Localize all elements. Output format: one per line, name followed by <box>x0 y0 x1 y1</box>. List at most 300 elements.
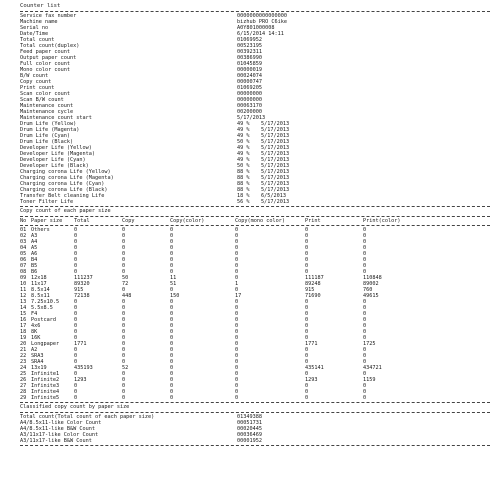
life-date: 5/17/2013 <box>261 181 290 187</box>
row-print: 111187 <box>305 275 324 281</box>
counter-value: 00392311 <box>237 49 262 55</box>
row-print: 0 <box>305 251 309 257</box>
counter-label: Date/Time <box>20 31 49 37</box>
row-copy-mono: 0 <box>235 269 239 275</box>
row-copy-mono: 0 <box>235 377 239 383</box>
row-paper-size: Infinite2 <box>31 377 60 383</box>
row-total: 0 <box>74 347 78 353</box>
row-total: 111237 <box>74 275 93 281</box>
row-no: 17 <box>20 323 27 329</box>
row-copy-mono: 0 <box>235 275 239 281</box>
life-percent: 88 % <box>237 181 250 187</box>
counter-value: 00200000 <box>237 109 262 115</box>
row-copy-mono: 0 <box>235 317 239 323</box>
row-print-color: 0 <box>363 371 367 377</box>
row-copy-color: 0 <box>170 323 174 329</box>
row-copy-color: 0 <box>170 389 174 395</box>
col-copy: Copy <box>122 218 135 224</box>
life-row <box>20 199 490 205</box>
row-total: 915 <box>74 287 84 293</box>
life-date: 5/17/2013 <box>261 139 290 145</box>
life-date: 5/17/2013 <box>261 145 290 151</box>
col-no: No <box>20 218 27 224</box>
row-print-color: 0 <box>363 299 367 305</box>
life-percent: 56 % <box>237 199 250 205</box>
row-paper-size: Postcard <box>31 317 56 323</box>
life-date: 6/5/2013 <box>261 193 286 199</box>
life-label: Drum Life (Cyan) <box>20 133 70 139</box>
row-print: 0 <box>305 371 309 377</box>
row-print: 71690 <box>305 293 321 299</box>
row-copy-mono: 0 <box>235 263 239 269</box>
paper-table-header <box>20 218 490 224</box>
life-date: 5/17/2013 <box>261 133 290 139</box>
row-print: 89248 <box>305 281 321 287</box>
row-paper-size: F4 <box>31 311 38 317</box>
counter-value: 00000000 <box>237 97 262 103</box>
row-print: 435141 <box>305 365 324 371</box>
row-total: 1771 <box>74 341 87 347</box>
classified-value: 00036469 <box>237 432 262 438</box>
counter-label: Copy count <box>20 79 52 85</box>
row-no: 02 <box>20 233 27 239</box>
row-copy-mono: 0 <box>235 371 239 377</box>
row-print: 0 <box>305 269 309 275</box>
row-copy-mono: 0 <box>235 359 239 365</box>
row-no: 08 <box>20 269 27 275</box>
row-copy-mono: 0 <box>235 335 239 341</box>
row-copy: 0 <box>122 233 126 239</box>
life-percent: 49 % <box>237 145 250 151</box>
counter-value: 0000000000000000 <box>237 13 287 19</box>
counter-value: 5/17/2013 <box>237 115 266 121</box>
row-total: 0 <box>74 299 78 305</box>
row-copy: 0 <box>122 389 126 395</box>
row-print-color: 0 <box>363 383 367 389</box>
row-copy: 0 <box>122 383 126 389</box>
page-title: Counter list <box>20 3 61 9</box>
row-copy: 0 <box>122 263 126 269</box>
row-no: 12 <box>20 293 27 299</box>
divider <box>20 206 490 207</box>
life-label: Developer Life (Yellow) <box>20 145 92 151</box>
row-no: 15 <box>20 311 27 317</box>
counter-value: 01045859 <box>237 61 262 67</box>
counter-label: Maintenance count start <box>20 115 92 121</box>
col-print-color: Print(color) <box>363 218 401 224</box>
row-total: 0 <box>74 395 78 401</box>
divider <box>20 216 490 217</box>
classified-label: A4/8.5x11-like Color Count <box>20 420 102 426</box>
row-no: 01 <box>20 227 27 233</box>
row-copy-mono: 0 <box>235 395 239 401</box>
row-print-color: 0 <box>363 233 367 239</box>
counter-value: 6/15/2014 14:11 <box>237 31 284 37</box>
divider <box>20 402 490 403</box>
row-paper-size: A3 <box>31 233 38 239</box>
paper-section-title: Copy count of each paper size <box>20 208 111 214</box>
row-copy-color: 0 <box>170 245 174 251</box>
row-copy-mono: 0 <box>235 311 239 317</box>
row-copy: 0 <box>122 329 126 335</box>
row-paper-size: SRA4 <box>31 359 44 365</box>
row-paper-size: 8.5x14 <box>31 287 50 293</box>
row-print-color: 0 <box>363 335 367 341</box>
row-copy-color: 0 <box>170 365 174 371</box>
row-copy-color: 0 <box>170 299 174 305</box>
life-label: Charging corona Life (Black) <box>20 187 108 193</box>
row-print: 915 <box>305 287 315 293</box>
row-copy-color: 0 <box>170 353 174 359</box>
life-date: 5/17/2013 <box>261 175 290 181</box>
row-no: 10 <box>20 281 27 287</box>
row-paper-size: Others <box>31 227 50 233</box>
counter-list <box>20 13 490 121</box>
counter-value: 00063170 <box>237 103 262 109</box>
row-no: 23 <box>20 359 27 365</box>
life-percent: 50 % <box>237 163 250 169</box>
row-copy-color: 0 <box>170 395 174 401</box>
divider <box>20 225 490 226</box>
row-print-color: 0 <box>363 389 367 395</box>
row-copy: 0 <box>122 353 126 359</box>
row-print-color: 110848 <box>363 275 382 281</box>
row-print: 0 <box>305 359 309 365</box>
row-print: 0 <box>305 383 309 389</box>
counter-value: 00523195 <box>237 43 262 49</box>
row-copy-mono: 1 <box>235 281 239 287</box>
row-paper-size: A4 <box>31 239 38 245</box>
row-copy-color: 0 <box>170 233 174 239</box>
row-copy-color: 0 <box>170 311 174 317</box>
row-total: 0 <box>74 239 78 245</box>
life-label: Charging corona Life (Yellow) <box>20 169 111 175</box>
life-date: 5/17/2013 <box>261 163 290 169</box>
row-print: 0 <box>305 257 309 263</box>
row-copy: 72 <box>122 281 129 287</box>
counter-value: 01069952 <box>237 37 262 43</box>
divider <box>20 412 490 413</box>
row-total: 0 <box>74 329 78 335</box>
row-print-color: 0 <box>363 329 367 335</box>
row-copy-color: 0 <box>170 263 174 269</box>
row-total: 0 <box>74 257 78 263</box>
divider <box>20 445 490 446</box>
row-copy-color: 11 <box>170 275 177 281</box>
row-no: 09 <box>20 275 27 281</box>
life-label: Drum Life (Yellow) <box>20 121 77 127</box>
life-date: 5/17/2013 <box>261 187 290 193</box>
life-date: 5/17/2013 <box>261 121 290 127</box>
row-paper-size: 12x18 <box>31 275 47 281</box>
row-copy: 0 <box>122 305 126 311</box>
row-copy-color: 0 <box>170 383 174 389</box>
life-label: Drum Life (Black) <box>20 139 74 145</box>
life-label: Drum Life (Magenta) <box>20 127 80 133</box>
row-copy-mono: 0 <box>235 257 239 263</box>
row-print-color: 0 <box>363 251 367 257</box>
row-print: 0 <box>305 395 309 401</box>
row-no: 06 <box>20 257 27 263</box>
row-copy-color: 0 <box>170 227 174 233</box>
row-total: 89320 <box>74 281 90 287</box>
row-print: 0 <box>305 305 309 311</box>
life-percent: 49 % <box>237 157 250 163</box>
counter-label: Scan color count <box>20 91 70 97</box>
consumable-life-list <box>20 121 490 205</box>
row-no: 27 <box>20 383 27 389</box>
row-paper-size: B6 <box>31 269 38 275</box>
row-copy-mono: 0 <box>235 341 239 347</box>
row-total: 0 <box>74 233 78 239</box>
row-copy-color: 51 <box>170 281 177 287</box>
row-paper-size: 4x6 <box>31 323 41 329</box>
row-copy-color: 0 <box>170 359 174 365</box>
row-print-color: 0 <box>363 347 367 353</box>
row-total: 72138 <box>74 293 90 299</box>
life-percent: 49 % <box>237 151 250 157</box>
row-no: 04 <box>20 245 27 251</box>
row-paper-size: SRA3 <box>31 353 44 359</box>
row-copy-mono: 0 <box>235 233 239 239</box>
classified-label: Total count(Total count of each paper size) <box>20 414 155 420</box>
row-no: 29 <box>20 395 27 401</box>
row-print: 0 <box>305 353 309 359</box>
life-percent: 88 % <box>237 187 250 193</box>
row-print-color: 0 <box>363 239 367 245</box>
row-print: 0 <box>305 227 309 233</box>
row-total: 0 <box>74 305 78 311</box>
life-percent: 88 % <box>237 169 250 175</box>
row-copy-color: 0 <box>170 317 174 323</box>
row-copy: 0 <box>122 245 126 251</box>
row-total: 0 <box>74 311 78 317</box>
row-print-color: 1725 <box>363 341 376 347</box>
row-no: 13 <box>20 299 27 305</box>
row-print: 0 <box>305 389 309 395</box>
row-copy-color: 0 <box>170 269 174 275</box>
row-total: 0 <box>74 323 78 329</box>
row-paper-size: Infinite3 <box>31 383 60 389</box>
row-total: 0 <box>74 245 78 251</box>
row-copy: 0 <box>122 317 126 323</box>
row-copy-color: 150 <box>170 293 180 299</box>
row-paper-size: Longpaper <box>31 341 60 347</box>
classified-label: A3/11x17-like Color Count <box>20 432 99 438</box>
row-copy: 52 <box>122 365 129 371</box>
row-copy: 0 <box>122 377 126 383</box>
row-no: 07 <box>20 263 27 269</box>
row-print: 1293 <box>305 377 318 383</box>
table-row <box>20 395 490 401</box>
row-print: 0 <box>305 299 309 305</box>
row-copy: 0 <box>122 347 126 353</box>
row-copy: 0 <box>122 227 126 233</box>
row-copy: 0 <box>122 239 126 245</box>
counter-value: 00000747 <box>237 79 262 85</box>
counter-label: Service fax number <box>20 13 77 19</box>
row-copy-color: 0 <box>170 251 174 257</box>
counter-label: Output paper count <box>20 55 77 61</box>
row-print-color: 0 <box>363 353 367 359</box>
row-copy: 0 <box>122 311 126 317</box>
classified-count-list <box>20 414 490 444</box>
counter-label: Maintenance cycle <box>20 109 74 115</box>
row-print-color: 89002 <box>363 281 379 287</box>
row-print-color: 0 <box>363 227 367 233</box>
row-print-color: 0 <box>363 269 367 275</box>
classified-label: A3/11x17-like B&W Count <box>20 438 92 444</box>
counter-value: bizhub PRO C6ike <box>237 19 287 25</box>
counter-value: 01069205 <box>237 85 262 91</box>
row-print-color: 0 <box>363 257 367 263</box>
classified-value: 00020445 <box>237 426 262 432</box>
row-no: 26 <box>20 377 27 383</box>
row-no: 19 <box>20 335 27 341</box>
life-date: 5/17/2013 <box>261 151 290 157</box>
classified-row <box>20 438 490 444</box>
row-total: 435193 <box>74 365 93 371</box>
life-label: Charging corona Life (Cyan) <box>20 181 105 187</box>
row-no: 03 <box>20 239 27 245</box>
row-copy-mono: 0 <box>235 239 239 245</box>
row-copy-color: 0 <box>170 287 174 293</box>
row-paper-size: Infinite4 <box>31 389 60 395</box>
life-percent: 18 % <box>237 193 250 199</box>
counter-label: Machine name <box>20 19 58 25</box>
col-copy-mono: Copy(mono color) <box>235 218 285 224</box>
counter-label: Print count <box>20 85 55 91</box>
row-print: 0 <box>305 233 309 239</box>
life-date: 5/17/2013 <box>261 199 290 205</box>
row-copy-color: 0 <box>170 371 174 377</box>
life-label: Charging corona Life (Magenta) <box>20 175 114 181</box>
life-label: Transfer Belt cleaning Life <box>20 193 105 199</box>
row-no: 14 <box>20 305 27 311</box>
row-paper-size: A6 <box>31 251 38 257</box>
row-total: 0 <box>74 251 78 257</box>
row-copy: 0 <box>122 341 126 347</box>
life-percent: 49 % <box>237 133 250 139</box>
row-paper-size: Infinite1 <box>31 371 60 377</box>
row-copy: 0 <box>122 257 126 263</box>
row-print-color: 0 <box>363 305 367 311</box>
counter-label: Maintenance count <box>20 103 74 109</box>
row-total: 0 <box>74 269 78 275</box>
counter-value: A0Y801000008 <box>237 25 275 31</box>
row-paper-size: 5.5x8.5 <box>31 305 53 311</box>
row-copy-color: 0 <box>170 305 174 311</box>
row-print: 0 <box>305 263 309 269</box>
counter-label: Mono color count <box>20 67 70 73</box>
row-copy-mono: 0 <box>235 347 239 353</box>
row-print: 0 <box>305 317 309 323</box>
row-copy-color: 0 <box>170 347 174 353</box>
row-print-color: 434721 <box>363 365 382 371</box>
classified-value: 00001952 <box>237 438 262 444</box>
life-date: 5/17/2013 <box>261 127 290 133</box>
row-print: 0 <box>305 323 309 329</box>
row-total: 0 <box>74 389 78 395</box>
row-copy-mono: 0 <box>235 227 239 233</box>
row-copy: 0 <box>122 323 126 329</box>
row-no: 16 <box>20 317 27 323</box>
row-total: 0 <box>74 263 78 269</box>
row-paper-size: 16K <box>31 335 41 341</box>
row-copy-mono: 0 <box>235 299 239 305</box>
life-label: Toner Filter Life <box>20 199 74 205</box>
row-print: 1771 <box>305 341 318 347</box>
life-percent: 49 % <box>237 127 250 133</box>
life-percent: 88 % <box>237 175 250 181</box>
counter-label: B/W count <box>20 73 49 79</box>
row-copy-color: 0 <box>170 329 174 335</box>
row-no: 05 <box>20 251 27 257</box>
row-copy-mono: 0 <box>235 383 239 389</box>
row-print: 0 <box>305 335 309 341</box>
row-print-color: 0 <box>363 263 367 269</box>
row-copy-mono: 0 <box>235 323 239 329</box>
row-total: 0 <box>74 371 78 377</box>
row-total: 0 <box>74 359 78 365</box>
row-copy-mono: 0 <box>235 305 239 311</box>
row-copy: 0 <box>122 251 126 257</box>
counter-value: 00000000 <box>237 91 262 97</box>
row-copy: 0 <box>122 395 126 401</box>
row-print-color: 0 <box>363 317 367 323</box>
row-total: 1293 <box>74 377 87 383</box>
col-print: Print <box>305 218 321 224</box>
row-paper-size: B4 <box>31 257 38 263</box>
row-total: 0 <box>74 317 78 323</box>
counter-value: 00386990 <box>237 55 262 61</box>
counter-label: Scan B/W count <box>20 97 64 103</box>
row-copy-mono: 0 <box>235 365 239 371</box>
life-label: Developer Life (Cyan) <box>20 157 86 163</box>
row-total: 0 <box>74 227 78 233</box>
counter-label: Serial no <box>20 25 49 31</box>
counter-label: Feed paper count <box>20 49 70 55</box>
row-paper-size: B5 <box>31 263 38 269</box>
row-total: 0 <box>74 335 78 341</box>
row-copy-color: 0 <box>170 341 174 347</box>
row-print-color: 0 <box>363 323 367 329</box>
counter-label: Total count <box>20 37 55 43</box>
row-print: 0 <box>305 245 309 251</box>
col-paper-size: Paper size <box>31 218 63 224</box>
row-no: 21 <box>20 347 27 353</box>
divider <box>20 11 490 12</box>
row-paper-size: 8K <box>31 329 38 335</box>
row-copy: 0 <box>122 359 126 365</box>
row-print-color: 0 <box>363 245 367 251</box>
life-label: Developer Life (Black) <box>20 163 89 169</box>
col-copy-color: Copy(color) <box>170 218 205 224</box>
row-copy-mono: 0 <box>235 353 239 359</box>
classified-label: A4/8.5x11-like B&W Count <box>20 426 95 432</box>
life-label: Developer Life (Magenta) <box>20 151 95 157</box>
row-paper-size: A2 <box>31 347 38 353</box>
classified-value: 00051731 <box>237 420 262 426</box>
row-copy-mono: 0 <box>235 329 239 335</box>
row-no: 28 <box>20 389 27 395</box>
row-print-color: 0 <box>363 395 367 401</box>
row-total: 0 <box>74 353 78 359</box>
row-copy-color: 0 <box>170 335 174 341</box>
counter-value: 00000019 <box>237 67 262 73</box>
row-print: 0 <box>305 311 309 317</box>
row-copy: 0 <box>122 371 126 377</box>
